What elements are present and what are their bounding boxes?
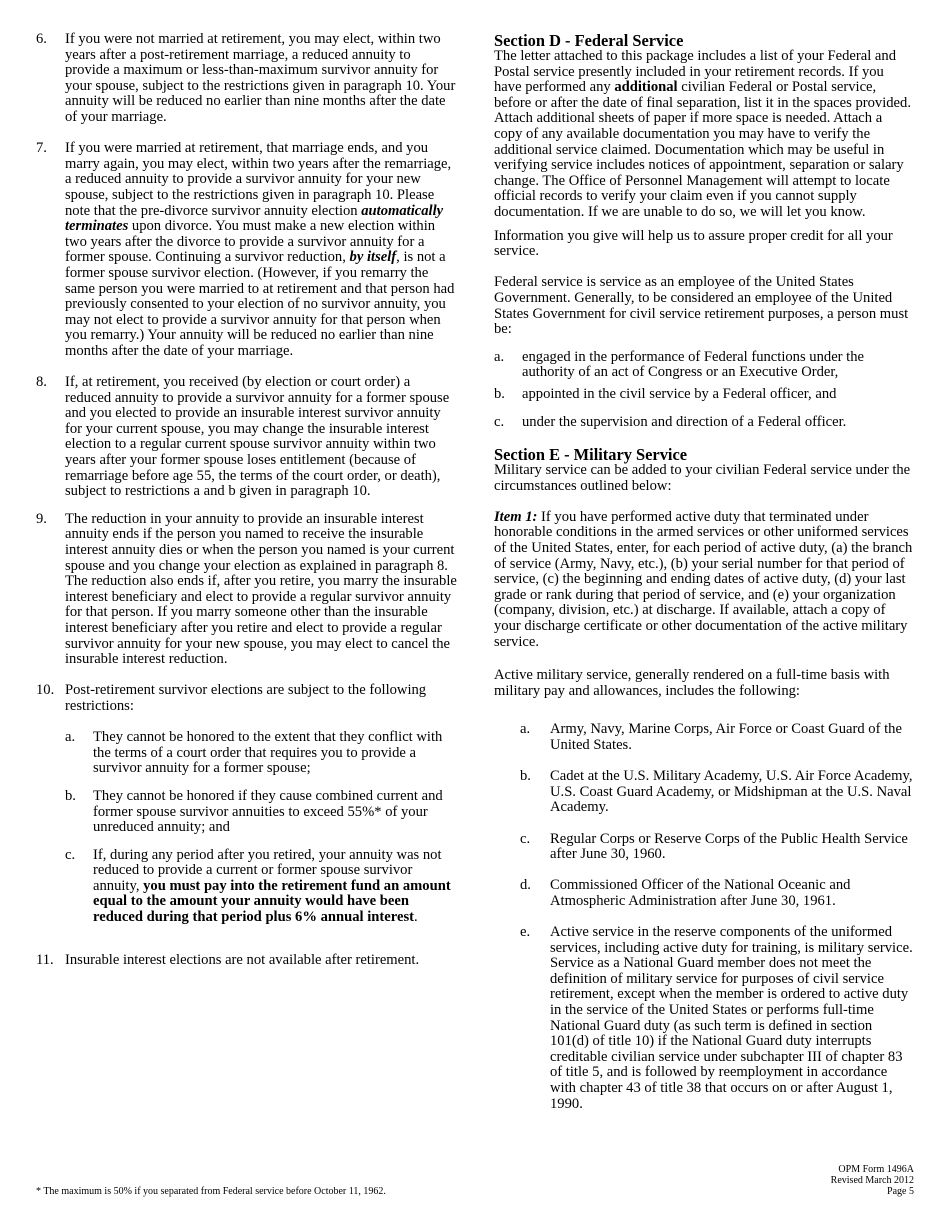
section-d-paragraph-1: [494, 49, 914, 221]
list-text: Commissioned Officer of the National Oceanic and Atmospheric Administration after June 30, 1961.: [550, 877, 851, 909]
paragraph-text: Post-retirement survivor elections are subject to the following restrictions:: [65, 682, 427, 714]
list-letter: a.: [520, 721, 531, 738]
active-service-paragraph: Active military service, generally rendered on a full-time basis with military pay and allowances, includes the following:: [494, 667, 890, 699]
list-letter: b.: [65, 787, 76, 804]
list-letter: c.: [520, 830, 531, 847]
list-letter: a.: [494, 348, 505, 365]
military-item-b: [520, 769, 914, 816]
list-text: Regular Corps or Reserve Corps of the Public Health Service after June 30, 1960.: [550, 830, 908, 863]
page-number: Page 5: [887, 1186, 914, 1198]
criteria-b: [494, 387, 914, 403]
list-letter: b.: [494, 385, 505, 402]
paragraph-number: 9.: [36, 510, 47, 527]
restriction-b: [65, 789, 458, 836]
list-letter: e.: [520, 924, 531, 941]
military-item-e: [520, 925, 914, 1112]
paragraph-11: [36, 953, 458, 969]
text-run: .: [413, 909, 418, 926]
list-letter: d.: [520, 877, 531, 894]
military-item-a: [520, 722, 914, 753]
paragraph-10: [36, 683, 458, 937]
paragraph-text: [65, 141, 458, 359]
military-service-list: [520, 722, 914, 1112]
military-item-c: [520, 832, 914, 863]
list-text: under the supervision and direction of a Federal officer.: [522, 414, 847, 431]
list-text: Cadet at the U.S. Military Academy, U.S. Air Force Academy, U.S. Coast Guard Academy, or Midshipman at the U.S. Naval Academy.: [550, 768, 913, 816]
list-letter: b.: [520, 768, 531, 785]
paragraph-text: The reduction in your annuity to provide an insurable interest annuity ends if the person you named to receive the insurable interest annuity dies or when the person you named is your current spouse and you change your election as explained in paragraph 8. The reduction also ends if, after you retire, you marry the insurable interest beneficiary and elect to provide a regular survivor annuity for that person. If you marry someone other than the insurable interest beneficiary after you retire and elect to provide a regular survivor annuity for your new spouse, you may elect to cancel the insurable interest reduction.: [65, 510, 457, 668]
bold-text: you must pay into the retirement fund an amount equal to the amount your annuity would have been reduced during that period plus 6% annual interest: [93, 877, 451, 926]
paragraph-number: 10.: [36, 682, 55, 699]
paragraph-8: [36, 375, 458, 500]
section-e-intro: Military service can be added to your civilian Federal service under the circumstances outlined below:: [494, 462, 911, 494]
paragraph-number: 7.: [36, 140, 47, 157]
paragraph-9: [36, 512, 458, 668]
bold-text: additional: [614, 79, 678, 96]
list-text: They cannot be honored if they cause combined current and former spouse survivor annuities to exceed 55%* of your unreduced annuity; and: [93, 787, 443, 836]
list-text: They cannot be honored to the extent that they conflict with the terms of a court order that requires you to provide a survivor annuity for a former spouse;: [93, 729, 443, 777]
form-identifier: [831, 1164, 914, 1198]
criteria-c: [494, 415, 914, 431]
military-item-d: [520, 878, 914, 909]
form-revision: Revised March 2012: [830, 1175, 914, 1187]
text-run: civilian Federal or Postal service, before or after the date of final separation, list it in the spaces provided. Attach additional sheets of paper if more space is needed. Attach a copy of any available documentation you may have to verify the additional service claimed. Documentation which may be useful in verifying service includes notices of appointment, separation or salary change. The Office of Personnel Management will attempt to locate official records to verify your claim even if you cannot supply documentation. If we are unable to do so, we will let you know.: [494, 79, 911, 220]
section-e-heading: Section E - Military Service: [494, 445, 687, 465]
paragraph-text: If, at retirement, you received (by election or court order) a reduced annuity to provide a survivor annuity for a former spouse and you elected to provide an insurable interest survivor annuity for your current spouse, you may change the insurable interest election to a regular current spouse survivor annuity within two years after your former spouse loses entitlement (because of remarriage before age 55, the terms of the court order, or death), subject to restrictions a and b given in paragraph 10.: [65, 374, 450, 500]
criteria-a: [494, 350, 914, 381]
text-run: , is not a former spouse survivor election. (However, if you remarry the same person you were married to at retirement and that person had previously consented to your election of no survivor annuity, you may not elect to provide a survivor annuity for that person when you remarry.) Your annuity will be reduced no earlier than nine months after the date of your marriage.: [65, 249, 455, 359]
list-text: engaged in the performance of Federal functions under the authority of an act of Congress or an Executive Order,: [522, 348, 865, 381]
right-column: [494, 32, 914, 1128]
restriction-c: [65, 848, 458, 926]
list-text: Active service in the reserve components of the uniformed services, including active duty for training, is military service. Service as a National Guard member does not meet the definition of military service for purposes of civil service retirement, except when the member is ordered to active duty in the service of the United States or performs full-time National Guard duty (as such term is defined in section 101(d) of title 10) if the National Guard duty interrupts creditable civilian service under subchapter III of chapter 83 of title 5, and is followed by reemployment in accordance with chapter 43 of title 38 that occurs on or after August 1, 1990.: [550, 924, 913, 1112]
paragraph-number: 11.: [36, 952, 54, 969]
section-d-paragraph-2: Information you give will help us to assure proper credit for all your service.: [494, 227, 893, 260]
list-text: Army, Navy, Marine Corps, Air Force or Coast Guard of the United States.: [550, 721, 902, 753]
item-1-paragraph: [494, 510, 914, 650]
paragraph-text: Insurable interest elections are not available after retirement.: [65, 952, 420, 969]
left-column: [36, 32, 458, 984]
paragraph-body: [65, 683, 458, 937]
text-run: If, during any period after you retired, your annuity was not reduced to provide a current or former spouse survivor annuity,: [93, 846, 442, 894]
text-run: If you were married at retirement, that marriage ends, and you marry again, you may elect, within two years after the remarriage, a reduced annuity to provide a survivor annuity for your new spouse, subject to the restrictions given in paragraph 10. Please note that the pre-divorce survivor annuity election: [65, 140, 452, 219]
text-run: If you have performed active duty that terminated under honorable conditions in the armed services or other uniformed services of the United States, enter, for each period of active duty, (a) the branch of service (Army, Navy, etc.), (b) your serial number for that period of service, (c) the beginning and ending dates of active duty, (d) your last grade or rank during that period of service, and (e) your organization (company, division, etc.) at discharge. If available, attach a copy of your discharge certificate or other documentation of the active military service.: [494, 508, 913, 650]
restriction-list: [65, 730, 458, 926]
paragraph-7: [36, 141, 458, 359]
paragraph-number: 6.: [36, 31, 47, 47]
list-letter: c.: [494, 414, 505, 431]
paragraph-number: 8.: [36, 374, 47, 391]
text-run: upon divorce. You must make a new election within two years after the divorce to provide a survivor annuity for a former spouse. Continuing a survivor reduction,: [65, 218, 436, 266]
paragraph-text: If you were not married at retirement, you may elect, within two years after a post-retirement marriage, a reduced annuity to provide a maximum or less-than-maximum survivor annuity for your spouse, subject to the restrictions given in paragraph 10. Your annuity will be reduced no earlier than nine months after the date of your marriage.: [65, 31, 456, 125]
section-d-heading: Section D - Federal Service: [494, 31, 684, 50]
footnote: * The maximum is 50% if you separated from Federal service before October 11, 1962.: [36, 1186, 386, 1197]
list-letter: c.: [65, 846, 76, 863]
list-letter: a.: [65, 729, 76, 746]
restriction-a: [65, 730, 458, 777]
emphasis-text: automatically terminates: [65, 202, 444, 235]
list-text: appointed in the civil service by a Federal officer, and: [522, 385, 837, 402]
text-run: The letter attached to this package includes a list of your Federal and Postal service presently included in your retirement records. If you have performed any: [494, 48, 896, 96]
paragraph-6: [36, 32, 458, 126]
section-d-paragraph-3: Federal service is service as an employee of the United States Government. Generally, to be considered an employee of the United States Government for civil service retirement purposes, a person must be:: [494, 274, 909, 338]
emphasis-text: by itself: [349, 249, 397, 266]
form-name: OPM Form 1496A: [838, 1164, 914, 1175]
item-1-label: Item 1:: [494, 508, 538, 525]
list-text: [93, 848, 458, 926]
employee-criteria-list: [494, 350, 914, 431]
